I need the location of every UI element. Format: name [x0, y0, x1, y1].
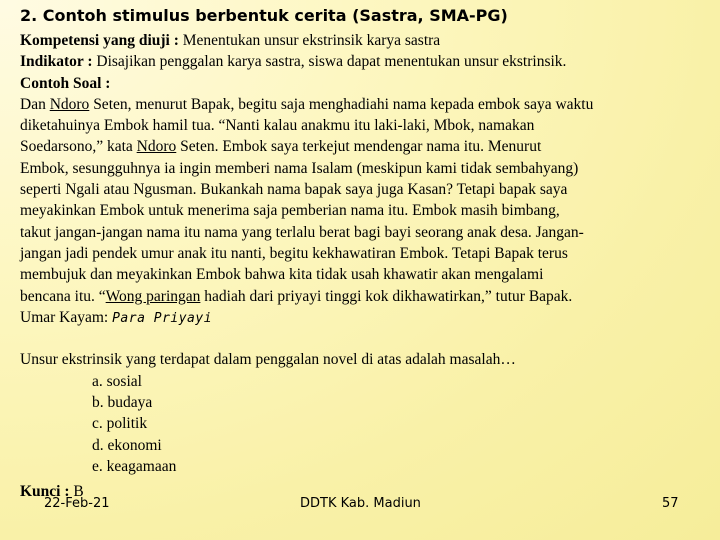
passage-line-9: membujuk dan meyakinkan Embok bahwa kita tidak usah khawatir akan mengalami	[20, 266, 544, 284]
passage-underlined: Ndoro	[49, 95, 90, 113]
passage-line-7: takut jangan-jangan nama itu nama yang terlalu berat bagi bayi seorang anak desa. Jangan-	[20, 223, 584, 241]
indikator-label: Indikator :	[20, 53, 93, 71]
passage-text: hadiah dari priyayi tinggi kok dikhawatirkan,” tutur Bapak.	[200, 287, 573, 305]
passage-underlined: Wong paringan	[105, 287, 201, 305]
passage-text: bencana itu. “	[20, 287, 106, 305]
passage-underlined: Ndoro	[136, 138, 177, 156]
slide-body	[20, 30, 700, 477]
slide-title: 2. Contoh stimulus berbentuk cerita (Sastra, SMA-PG)	[20, 6, 508, 25]
passage-source	[20, 307, 700, 328]
passage-line-5: seperti Ngali atau Ngusman. Bukankah nama bapak saya juga Kasan? Tetapi bapak saya	[20, 181, 568, 199]
indikator-line	[20, 51, 700, 72]
indikator-text: Disajikan penggalan karya sastra, siswa dapat menentukan unsur ekstrinsik.	[92, 53, 567, 71]
passage-line-10	[20, 286, 700, 307]
kompetensi-text: Menentukan unsur ekstrinsik karya sastra	[178, 32, 441, 49]
passage-text: Seten. Embok saya terkejut mendengar nama itu. Menurut	[176, 138, 542, 156]
answer-key-value: B	[69, 483, 84, 500]
option-a: a. sosial	[92, 372, 142, 390]
passage-line-2: diketahuinya Embok hamil tua. “Nanti kalau anakmu itu laki-laki, Mbok, namakan	[20, 117, 535, 135]
option-e: e. keagamaan	[92, 457, 177, 475]
option-c: c. politik	[92, 415, 148, 433]
option-b: b. budaya	[92, 394, 153, 412]
footer-date: 22-Feb-21	[44, 496, 110, 511]
source-author: Umar Kayam:	[20, 308, 113, 326]
source-title: Para Priyayi	[112, 310, 213, 326]
passage-line-8: jangan jadi pendek umur anak itu nanti, begitu kekhawatiran Embok. Tetapi Bapak terus	[20, 244, 568, 262]
option-d: d. ekonomi	[92, 436, 162, 454]
passage-line-1	[20, 94, 700, 115]
passage-line-4: Embok, sesungguhnya ia ingin memberi nama Isalam (meskipun kami tidak sembahyang)	[20, 159, 579, 177]
footer-page-number: 57	[662, 496, 679, 511]
passage-line-3	[20, 136, 700, 157]
question-text: Unsur ekstrinsik yang terdapat dalam penggalan novel di atas adalah masalah…	[20, 351, 516, 369]
passage-text: Dan	[20, 95, 50, 113]
footer-center: DDTK Kab. Madiun	[300, 496, 421, 511]
kompetensi-line	[20, 30, 700, 51]
contoh-soal-label: Contoh Soal :	[20, 74, 111, 92]
passage-line-6: meyakinkan Embok untuk menerima saja pemberian nama itu. Embok masih bimbang,	[20, 202, 560, 220]
answer-key-label: Kunci :	[20, 483, 70, 500]
passage-text: Seten, menurut Bapak, begitu saja menghadiahi nama kepada embok saya waktu	[89, 95, 594, 113]
spacer	[20, 328, 700, 349]
kompetensi-label: Kompetensi yang diuji :	[20, 32, 179, 49]
passage-text: Soedarsono,” kata	[20, 138, 137, 156]
